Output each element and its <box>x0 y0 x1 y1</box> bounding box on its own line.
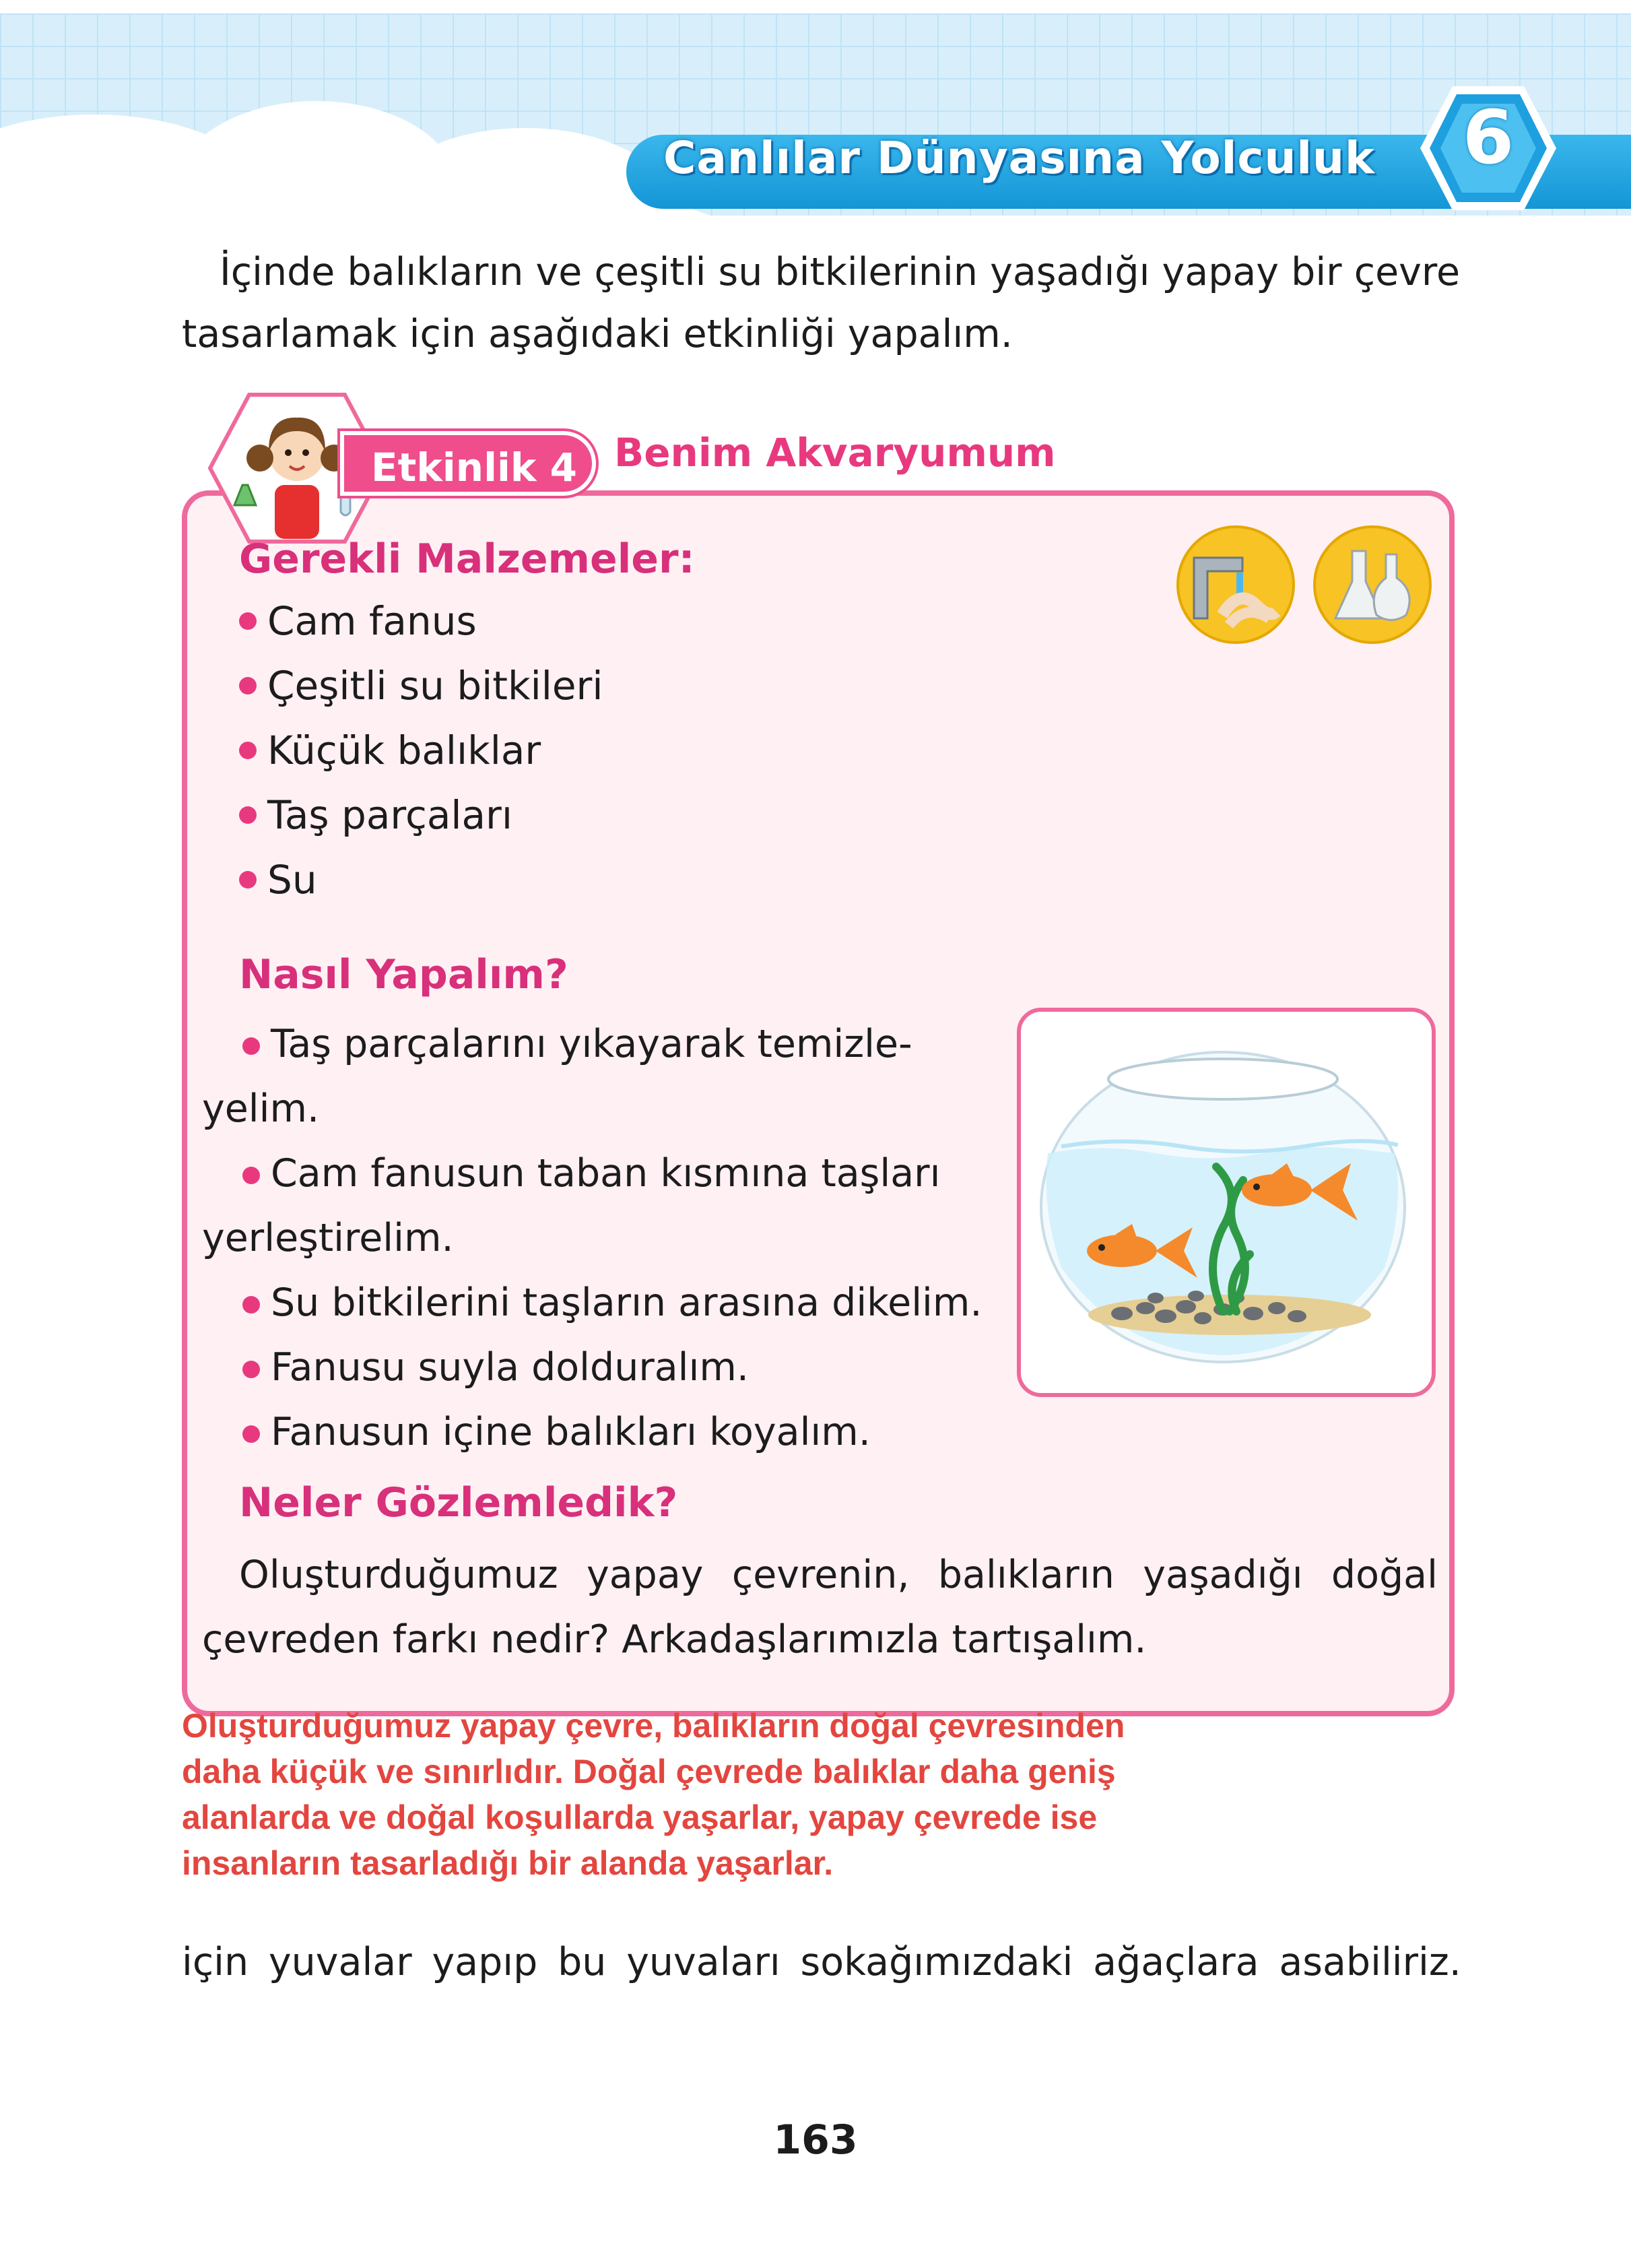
bullet-icon <box>242 1296 260 1314</box>
bullet-icon <box>242 1037 260 1055</box>
header-band <box>0 0 1631 222</box>
bullet-icon <box>239 742 257 759</box>
step-item: Fanusu suyla dolduralım. <box>202 1335 983 1400</box>
step-item: Fanusun içine balıkları koyalım. <box>202 1400 983 1464</box>
hand-washing-icon <box>1175 524 1296 645</box>
observe-question <box>202 1543 1438 1672</box>
lab-glassware-icon <box>1312 524 1433 645</box>
unit-title: Canlılar Dünyasına Yolculuk <box>663 132 1375 184</box>
intro-line: tasarlamak için aşağıdaki etkinliği yapalım. <box>182 312 1013 356</box>
bullet-icon <box>239 871 257 888</box>
bullet-icon <box>242 1167 260 1184</box>
observe-heading: Neler Gözlemledik? <box>239 1479 678 1526</box>
bullet-icon <box>242 1361 260 1378</box>
step-item: Su bitkilerini taşların arasına dikelim. <box>202 1270 983 1335</box>
bullet-icon <box>239 806 257 824</box>
observe-line: çevreden farkı nedir? Arkadaşlarımızla tartışalım. <box>202 1617 1147 1662</box>
answer-text: Oluşturduğumuz yapay çevre, balıkların doğal çevresinden daha küçük ve sınırlıdır. Doğal çevrede balıklar daha geniş alanlarda ve doğal koşullarda yaşarlar, yapay çevrede ise insanların tasarladığı bir alanda yaşarlar. <box>182 1707 1125 1882</box>
activity-label-badge: Etkinlik 4 <box>340 431 596 496</box>
tail-line: için yuvalar yapıp bu yuvaları sokağımızdaki ağaçlara asabiliriz. <box>182 1940 1461 1984</box>
how-heading: Nasıl Yapalım? <box>239 951 568 998</box>
intro-paragraph <box>182 241 1461 365</box>
bullet-icon <box>239 612 257 630</box>
intro-line: İçinde balıkların ve çeşitli su bitkilerinin yaşadığı yapay bir çevre <box>220 250 1461 294</box>
step-item: Taş parçalarını yıkayarak temizle- yelim. <box>202 1022 912 1131</box>
material-item: Küçük balıklar <box>239 727 541 773</box>
unit-number: 6 <box>1462 94 1514 181</box>
materials-heading: Gerekli Malzemeler: <box>239 536 695 583</box>
material-item: Taş parçaları <box>239 792 512 838</box>
activity-title: Benim Akvaryumum <box>614 430 1056 476</box>
bullet-icon <box>242 1425 260 1443</box>
bullet-icon <box>239 677 257 694</box>
fishbowl-frame <box>1017 1008 1436 1397</box>
page-number: 163 <box>773 2116 858 2164</box>
fishbowl-illustration <box>1021 1012 1432 1393</box>
material-item: Çeşitli su bitkileri <box>239 663 603 709</box>
step-item: Cam fanusun taban kısmına taşları yerleştirelim. <box>202 1151 941 1260</box>
material-item: Su <box>239 857 317 903</box>
observe-line: Oluşturduğumuz yapay çevrenin, balıkların yaşadığı doğal <box>239 1553 1438 1597</box>
material-item: Cam fanus <box>239 598 477 644</box>
